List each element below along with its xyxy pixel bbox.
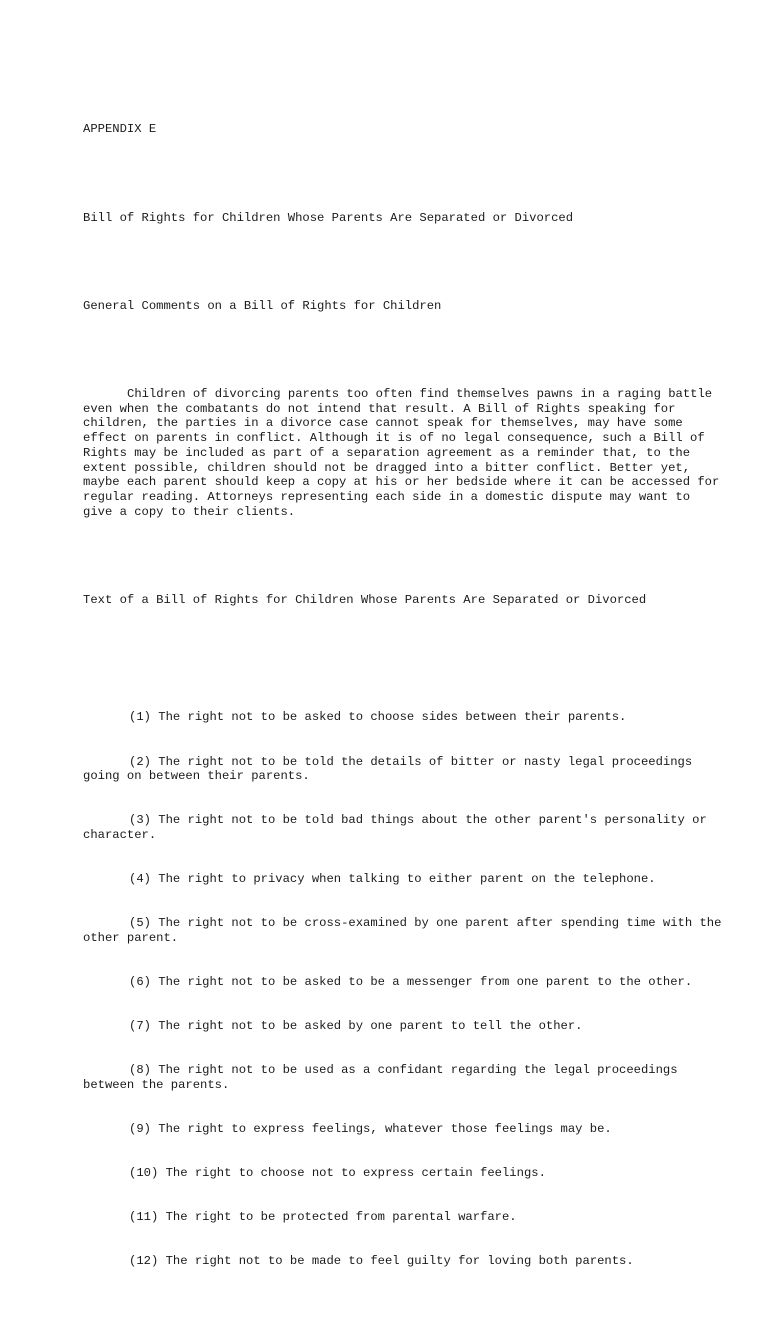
- spacer: [83, 343, 723, 358]
- document-title: Bill of Rights for Children Whose Parents Are Separated or Divorced: [83, 210, 574, 225]
- right-item-7: (7) The right not to be asked by one parent to tell the other.: [129, 1019, 583, 1034]
- right-item-12: (12) The right not to be made to feel guilty for loving both parents.: [129, 1254, 634, 1269]
- right-item-8: (8) The right not to be used as a confidant regarding the legal proceedings between the parents.: [83, 1063, 685, 1093]
- document-body: [83, 93, 729, 1328]
- section-heading-general-comments: General Comments on a Bill of Rights for Children: [83, 298, 442, 313]
- spacer: [83, 637, 723, 652]
- right-item-2: (2) The right not to be told the details of bitter or nasty legal proceedings going on between their parents.: [83, 754, 700, 784]
- right-item-5: (5) The right not to be cross-examined by one parent after spending time with the other parent.: [83, 916, 729, 945]
- right-item-9: (9) The right to express feelings, whatever those feelings may be.: [129, 1122, 612, 1137]
- right-item-6: (6) The right not to be asked to be a messenger from one parent to the other.: [129, 975, 693, 990]
- spacer: [83, 255, 723, 270]
- appendix-label: APPENDIX E: [83, 122, 157, 137]
- general-comments-paragraph: Children of divorcing parents too often find themselves pawns in a raging battle even when the combatants do not intend that result. A Bill of Rights speaking for children, the parties in a divorce case cannot speak for themselves, may have some effect on parents in conflict. Although it is of no legal consequence, such a Bill of Rights may be included as part of a separation agreement as a reminder that, to the extent possible, children should not be dragged into a bitter conflict. Better yet, maybe each parent should keep a copy at his or her bedside where it can be accessed for regular reading. Attorneys representing each side in a domestic dispute may want to give a copy to their clients.: [83, 387, 727, 519]
- right-item-3: (3) The right not to be told bad things about the other parent's personality or character.: [83, 813, 715, 843]
- spacer: [83, 549, 723, 564]
- spacer: [83, 167, 723, 182]
- right-item-4: (4) The right to privacy when talking to either parent on the telephone.: [129, 872, 656, 887]
- section-heading-text-of-bill: Text of a Bill of Rights for Children Whose Parents Are Separated or Divorced: [83, 592, 647, 607]
- right-item-1: (1) The right not to be asked to choose sides between their parents.: [129, 710, 627, 725]
- right-item-10: (10) The right to choose not to express certain feelings.: [129, 1166, 546, 1181]
- right-item-11: (11) The right to be protected from parental warfare.: [129, 1210, 517, 1225]
- rights-list: [83, 681, 729, 1299]
